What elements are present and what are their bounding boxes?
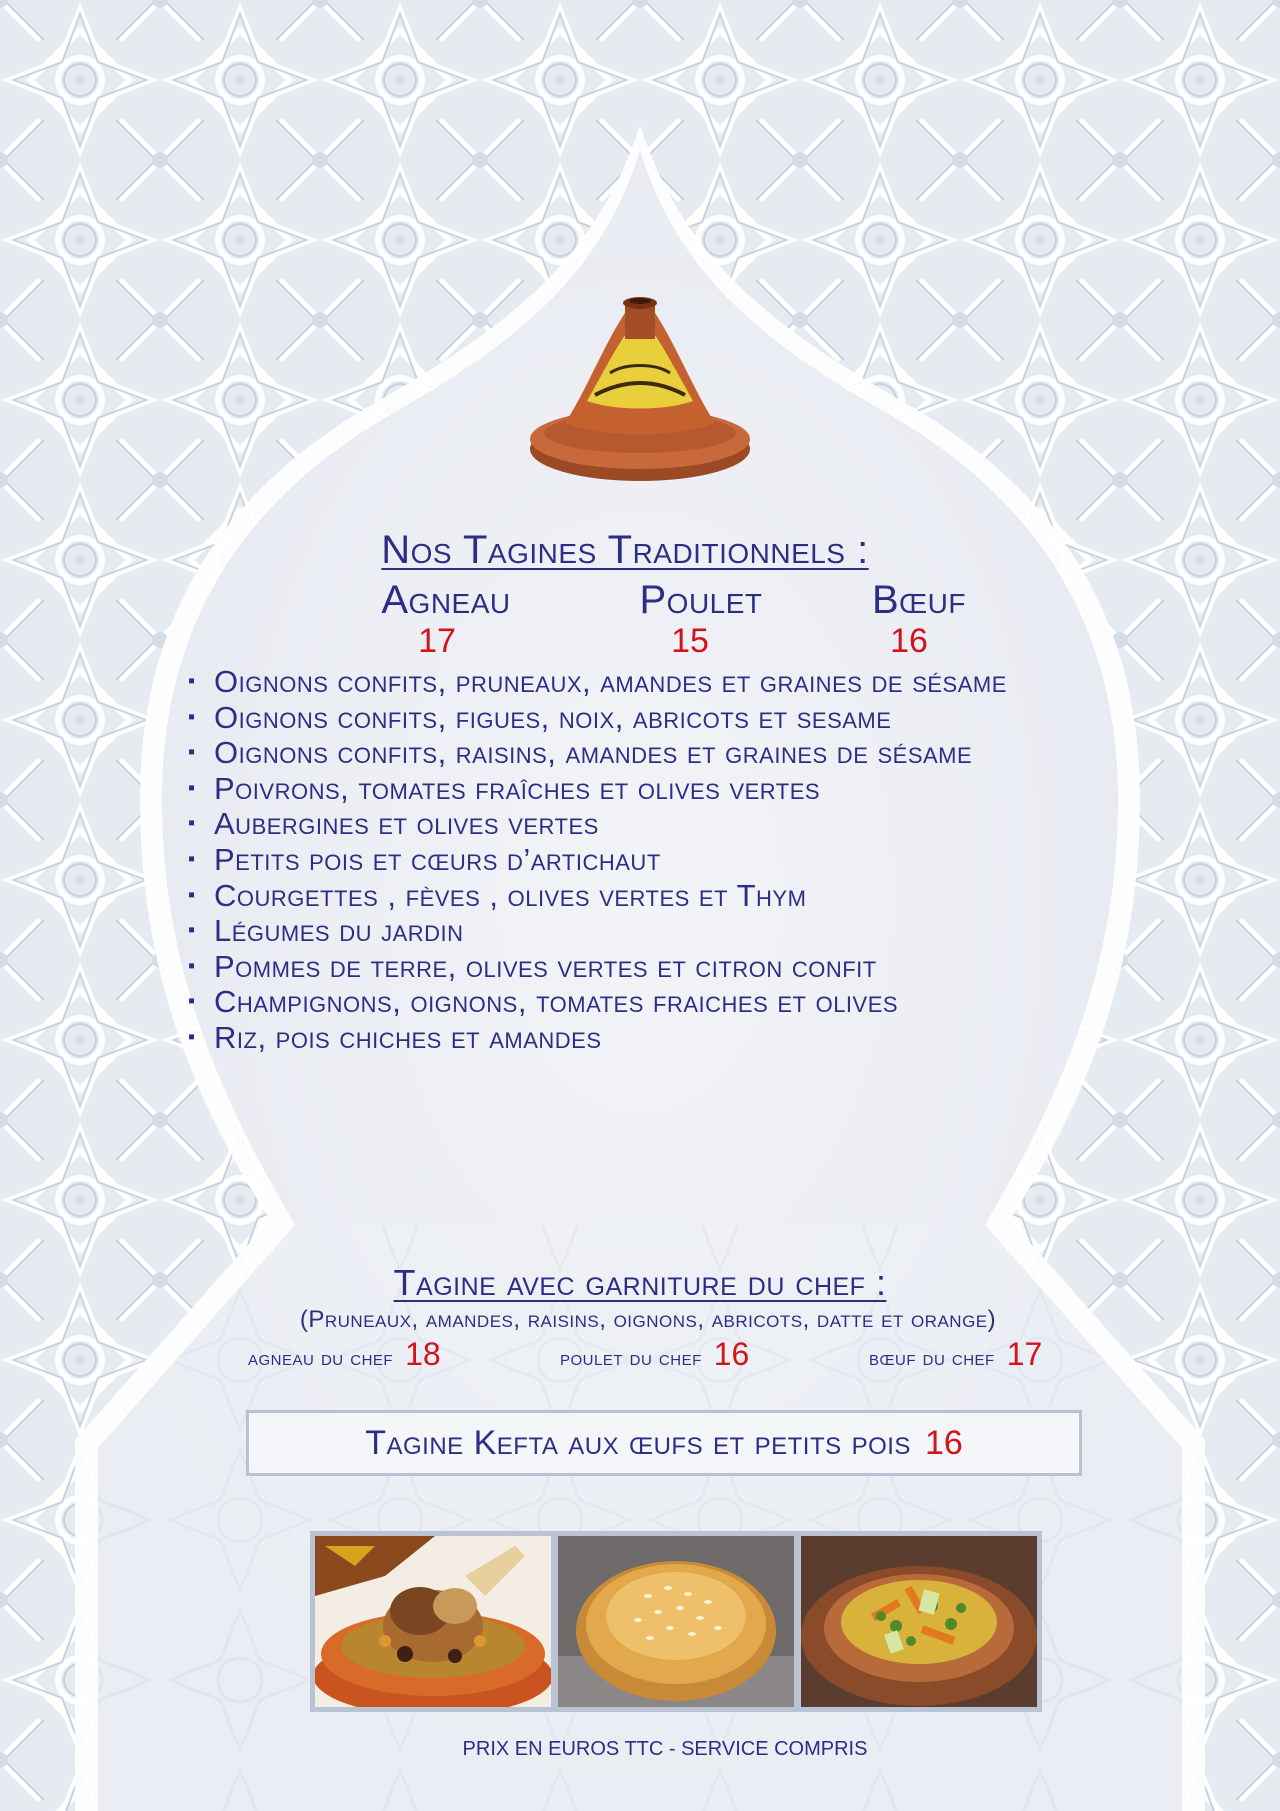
bread-photo xyxy=(558,1536,794,1707)
chef-item-poulet xyxy=(560,1336,749,1373)
list-item: ▪ Oignons confits, figues, noix, abricots et sesame xyxy=(188,700,1108,736)
chef-garnish-description: (Pruneaux, amandes, raisins, oignons, abricots, datte et orange) xyxy=(299,1306,997,1333)
list-item: ▪ Aubergines et olives vertes xyxy=(188,806,1108,842)
photo-strip xyxy=(310,1531,1042,1712)
list-item: ▪ Oignons confits, pruneaux, amandes et graines de sésame xyxy=(188,664,1108,700)
kefta-box xyxy=(246,1410,1082,1476)
chef-item-agneau xyxy=(248,1336,441,1373)
chef-item-price: 17 xyxy=(1006,1336,1043,1372)
kefta-price: 16 xyxy=(924,1423,963,1462)
list-item: ▪ Légumes du jardin xyxy=(188,913,1108,949)
tagine-pot-icon xyxy=(525,283,755,483)
tagine-vegetables-photo xyxy=(801,1536,1037,1707)
list-item: ▪ Riz, pois chiches et amandes xyxy=(188,1020,1108,1056)
chef-item-boeuf xyxy=(869,1336,1042,1373)
meat-agneau: Agneau xyxy=(381,578,511,622)
kefta-name: Tagine Kefta aux œufs et petits pois xyxy=(365,1423,911,1462)
meat-boeuf: Bœuf xyxy=(871,578,966,622)
footer-note: PRIX EN EUROS TTC - SERVICE COMPRIS xyxy=(462,1738,868,1760)
chef-item-name: agneau du chef xyxy=(248,1345,394,1370)
list-item: ▪ Courgettes , fèves , olives vertes et Thym xyxy=(188,878,1108,914)
price-poulet: 15 xyxy=(671,622,709,660)
chef-item-name: bœuf du chef xyxy=(869,1345,995,1370)
chef-item-price: 18 xyxy=(405,1336,441,1372)
price-agneau: 17 xyxy=(418,622,456,660)
menu-title: Nos Tagines Traditionnels : xyxy=(381,528,869,572)
chef-item-name: poulet du chef xyxy=(560,1345,702,1370)
tagine-variant-list xyxy=(188,664,1108,1056)
list-item: ▪ Poivrons, tomates fraîches et olives vertes xyxy=(188,771,1108,807)
list-item: ▪ Oignons confits, raisins, amandes et graines de sésame xyxy=(188,735,1108,771)
list-item: ▪ Champignons, oignons, tomates fraiches et olives xyxy=(188,984,1108,1020)
list-item: ▪ Pommes de terre, olives vertes et citron confit xyxy=(188,949,1108,985)
tagine-lamb-photo xyxy=(315,1536,551,1707)
chef-item-price: 16 xyxy=(713,1336,750,1372)
list-item: ▪ Petits pois et cœurs d’artichaut xyxy=(188,842,1108,878)
price-boeuf: 16 xyxy=(890,622,928,660)
chef-section-title: Tagine avec garniture du chef : xyxy=(393,1262,887,1303)
meat-poulet: Poulet xyxy=(639,578,763,622)
